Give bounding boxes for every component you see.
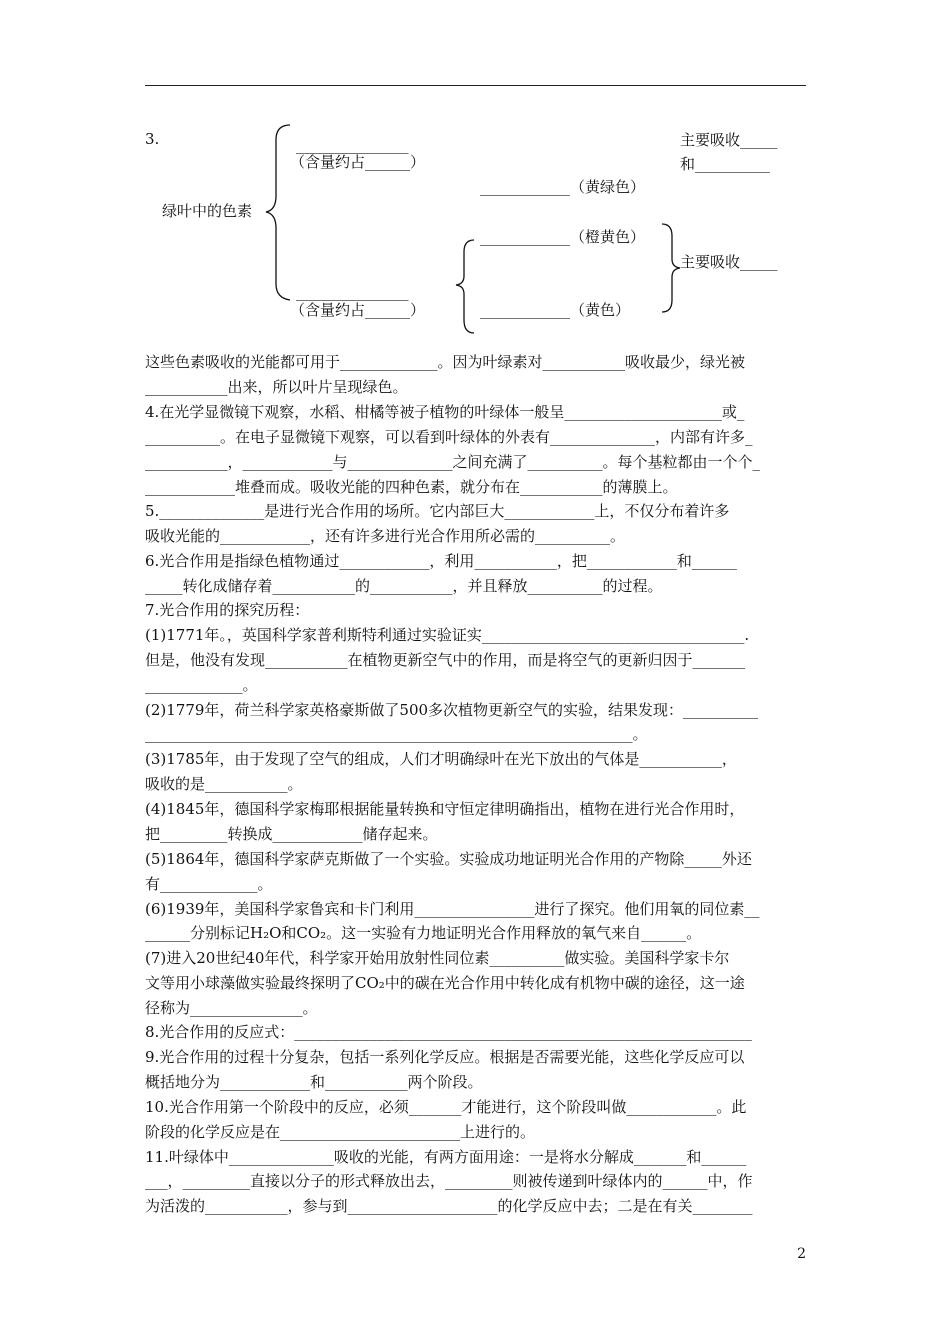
- text-line: 10.光合作用第一个阶段中的反应，必须_______才能进行，这个阶段叫做____________。此: [145, 1098, 747, 1116]
- text-line: 把_________转换成____________储存起来。: [145, 825, 438, 843]
- question-number: 3.: [145, 130, 160, 148]
- text-line: (5)1864年，德国科学家萨克斯做了一个实验。实验成功地证明光合作用的产物除_____外还: [145, 850, 752, 868]
- carotene: ____________（橙黄色）: [480, 228, 646, 246]
- text-line: ____________堆叠而成。吸收光能的四种色素，就分布在___________的薄膜上。: [145, 478, 678, 496]
- text-line: 但是，他没有发现___________在植物更新空气中的作用，而是将空气的更新归因于_______: [145, 651, 746, 669]
- pigment-root-label: 绿叶中的色素: [162, 202, 253, 220]
- text-line: 有_____________。: [145, 875, 273, 893]
- text-line: (7)进入20世纪40年代，科学家开始用放射性同位素__________做实验。美国科学家卡尔: [145, 949, 730, 967]
- text-line: 4.在光学显微镜下观察，水稻、柑橘等被子植物的叶绿体一般呈_____________________或_: [145, 403, 745, 421]
- carotenoid-brace: [456, 240, 474, 333]
- carotenoid-right-brace: [662, 224, 680, 312]
- chlorophyll-absorb-1: 主要吸收_____: [680, 131, 778, 149]
- text-line: 5.______________是进行光合作用的场所。它内部巨大____________上，不仅分布着许多: [145, 502, 730, 520]
- text-line: 6.光合作用是指绿色植物通过____________，利用___________，把____________和______: [145, 552, 737, 570]
- xanthophyll: ____________（黄色）: [480, 301, 631, 319]
- text-line: 9.光合作用的过程十分复杂，包括一系列化学反应。根据是否需要光能，这些化学反应可以: [145, 1048, 745, 1066]
- text-line: (2)1779年，荷兰科学家英格豪斯做了500多次植物更新空气的实验，结果发现：__________: [145, 701, 759, 719]
- text-line: 7.光合作用的探究历程：: [145, 601, 310, 619]
- text-line: 概括地分为____________和___________两个阶段。: [145, 1073, 483, 1091]
- text-line: 为活泼的___________，参与到____________________的化学反应中去；二是在有关________: [145, 1197, 753, 1215]
- text-line: 径称为_______________。: [145, 999, 318, 1017]
- text-line: _____________。: [145, 676, 258, 694]
- text-line: (4)1845年，德国科学家梅耶根据能量转换和守恒定律明确指出，植物在进行光合作用时，: [145, 800, 745, 818]
- carotenoid-blank: _______________: [296, 283, 409, 301]
- text-line: __________。在电子显微镜下观察，可以看到叶绿体的外表有______________，内部有许多_: [145, 428, 753, 446]
- text-line: ______分别标记H₂O和CO₂。这一实验有力地证明光合作用释放的氧气来自______。: [145, 924, 702, 942]
- text-line: 11.叶绿体中______________吸收的光能，有两方面用途：一是将水分解成_______和______: [145, 1148, 747, 1166]
- text-line: _____转化成储存着___________的___________，并且释放__________的过程。: [145, 577, 663, 595]
- text-line: (1)1771年。，英国科学家普利斯特利通过实验证实___________________________________.: [145, 626, 750, 644]
- text-line: (3)1785年，由于发现了空气的组成，人们才明确绿叶在光下放出的气体是___________，: [145, 750, 737, 768]
- text-line: ___，_________直接以分子的形式释放出去，_________则被传递到叶绿体内的______中，作: [145, 1172, 753, 1190]
- text-line: 阶段的化学反应是在________________________上进行的。: [145, 1123, 536, 1141]
- text-line: 8.光合作用的反应式：_____________________________________________________________: [145, 1023, 752, 1041]
- text-line: ___________，____________与______________之间充满了__________。每个基粒都由一个个_: [145, 453, 761, 471]
- text-line: 吸收光能的____________，还有许多进行光合作用所必需的__________。: [145, 527, 626, 545]
- main-brace: [266, 125, 290, 300]
- text-line: 文等用小球藻做实验最终探明了CO₂中的碳在光合作用中转化成有机物中碳的途径，这一途: [145, 974, 745, 992]
- text-line: (6)1939年，美国科学家鲁宾和卡门利用________________进行了探究。他们用氧的同位素__: [145, 900, 760, 918]
- page-number: 2: [797, 1246, 806, 1262]
- chlorophyll-b: ____________（黄绿色）: [480, 178, 646, 196]
- carotenoid-absorb: 主要吸收_____: [680, 253, 778, 271]
- carotenoid-content: （含量约占______）: [290, 301, 426, 319]
- text-line: 吸收的是___________。: [145, 775, 303, 793]
- chlorophyll-absorb-2: 和__________: [680, 155, 771, 173]
- chlorophyll-blank: _______________: [296, 136, 409, 154]
- text-line: _________________________________________________________________。: [145, 725, 648, 743]
- text-line: ___________出来，所以叶片呈现绿色。: [145, 378, 408, 396]
- text-line: 这些色素吸收的光能都可用于_____________。因为叶绿素对___________吸收最少，绿光被: [145, 353, 746, 371]
- chlorophyll-content: （含量约占______）: [290, 153, 426, 171]
